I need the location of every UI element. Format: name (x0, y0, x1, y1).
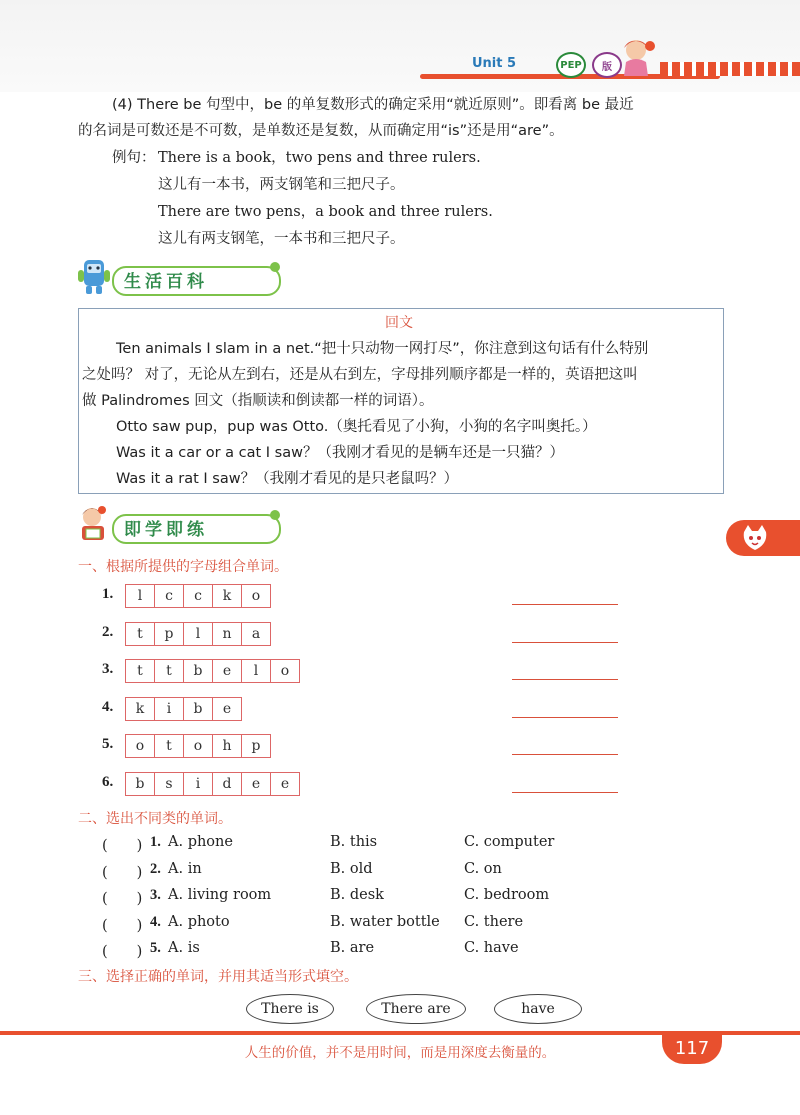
huiwen-line: Otto saw pup，pup was Otto.（奥托看见了小狗，小狗的名字叫奥托。） (116, 419, 597, 435)
letter-cell: c (154, 584, 184, 608)
letter-cell: h (212, 734, 242, 758)
letter-grid (126, 584, 271, 608)
option-b: B. old (330, 860, 373, 877)
huiwen-line: Was it a rat I saw？（我刚才看见的是只老鼠吗？） (116, 471, 459, 487)
letter-grid (126, 697, 242, 721)
question-number: 4. (150, 913, 161, 930)
letter-grid (126, 772, 300, 796)
ex2-heading: 二、选出不同类的单词。 (78, 811, 232, 827)
option-a: A. photo (168, 913, 230, 930)
huiwen-line: 做 Palindromes 回文（指顺读和倒读都一样的词语）。 (82, 393, 434, 409)
letter-cell: n (212, 622, 242, 646)
letter-cell: k (125, 697, 155, 721)
option-c: C. bedroom (464, 887, 550, 903)
letter-cell: e (212, 697, 242, 721)
option-b: B. this (330, 834, 378, 850)
example-cn-1: 这儿有一本书，两支钢笔和三把尺子。 (158, 177, 405, 193)
option-a: A. living room (168, 887, 272, 903)
huiwen-line: 之处吗？ 对了，无论从左到右，还是从右到左，字母排列顺序都是一样的，英语把这叫 (82, 367, 638, 383)
letter-cell: k (212, 584, 242, 608)
banner-dot (270, 510, 280, 520)
option-c: C. there (464, 913, 524, 930)
robot-phone-icon (72, 256, 116, 296)
footer-quote: 人生的价值，并不是用时间，而是用深度去衡量的。 (244, 1045, 556, 1061)
option-c: C. computer (464, 834, 555, 850)
section-practice-banner (72, 512, 292, 542)
letter-cell: t (154, 734, 184, 758)
question-number: 2. (150, 860, 161, 877)
letter-cell: c (183, 584, 213, 608)
letter-cell: l (125, 584, 155, 608)
huiwen-line: Was it a car or a cat I saw？（我刚才看见的是辆车还是一只猫？） (116, 445, 564, 461)
ex1-heading: 一、根据所提供的字母组合单词。 (78, 559, 288, 575)
letter-cell: o (241, 584, 271, 608)
option-b: B. water bottle (330, 913, 440, 930)
letter-grid (126, 734, 271, 758)
answer-paren[interactable]: ( ) (102, 917, 143, 934)
question-number: 6. (102, 773, 114, 790)
letter-cell: a (241, 622, 271, 646)
letter-cell: b (183, 697, 213, 721)
answer-paren[interactable]: ( ) (102, 838, 143, 854)
letter-cell: t (125, 622, 155, 646)
option-a: A. is (168, 940, 200, 956)
page-number: 117 (662, 1032, 722, 1064)
edition-badge: 版 (592, 52, 622, 78)
word-option-have: have (494, 994, 582, 1024)
option-b: B. desk (330, 887, 384, 903)
option-a: A. phone (168, 834, 233, 850)
unit-label: Unit 5 (472, 56, 517, 71)
side-tab (726, 520, 800, 556)
letter-cell: e (270, 772, 300, 796)
letter-cell: o (125, 734, 155, 758)
pep-badge: PEP (556, 52, 586, 78)
letter-cell: p (154, 622, 184, 646)
answer-blank[interactable] (512, 754, 618, 755)
letter-cell: e (212, 659, 242, 683)
letter-cell: p (241, 734, 271, 758)
banner-dot (270, 262, 280, 272)
option-c: C. have (464, 940, 519, 956)
letter-cell: t (125, 659, 155, 683)
example-cn-2: 这儿有两支钢笔，一本书和三把尺子。 (158, 231, 405, 247)
huiwen-title: 回文 (385, 315, 413, 331)
question-number: 1. (150, 834, 161, 850)
option-b: B. are (330, 940, 375, 956)
answer-blank[interactable] (512, 604, 618, 605)
answer-blank[interactable] (512, 642, 618, 643)
example-label: 例句： (112, 150, 156, 166)
letter-cell: b (183, 659, 213, 683)
huiwen-line: Ten animals I slam in a net.“把十只动物一网打尽”，你注意到这句话有什么特别 (116, 341, 649, 357)
answer-paren[interactable]: ( ) (102, 891, 143, 907)
example-en-2: There are two pens，a book and three rulers. (158, 204, 493, 220)
answer-blank[interactable] (512, 679, 618, 680)
letter-cell: d (212, 772, 242, 796)
answer-blank[interactable] (512, 717, 618, 718)
question-number: 1. (102, 586, 114, 602)
answer-blank[interactable] (512, 792, 618, 793)
letter-cell: l (183, 622, 213, 646)
question-number: 3. (102, 661, 114, 677)
letter-cell: o (183, 734, 213, 758)
example-en-1: There is a book，two pens and three rulers. (158, 150, 481, 166)
question-number: 5. (150, 940, 161, 956)
letter-cell: i (154, 697, 184, 721)
question-number: 3. (150, 887, 161, 903)
word-option-there-are: There are (366, 994, 466, 1024)
option-c: C. on (464, 860, 502, 877)
word-option-there-is: There is (246, 994, 334, 1024)
rule-line-1: (4) There be 句型中，be 的单复数形式的确定采用“就近原则”。即看离 be 最近 (112, 97, 634, 113)
girl-reading-icon (72, 504, 116, 544)
letter-cell: s (154, 772, 184, 796)
cat-mascot-icon (740, 524, 770, 552)
section-practice-title: 即学即练 (124, 520, 208, 540)
letter-cell: l (241, 659, 271, 683)
header-pattern (660, 62, 800, 76)
answer-paren[interactable]: ( ) (102, 864, 143, 881)
question-number: 5. (102, 736, 114, 752)
rule-line-2: 的名词是可数还是不可数，是单数还是复数，从而确定用“is”还是用“are”。 (78, 123, 564, 139)
question-number: 2. (102, 623, 114, 640)
section-life-title: 生活百科 (124, 272, 208, 292)
section-life-banner (72, 264, 292, 294)
letter-grid (126, 659, 300, 683)
letter-grid (126, 622, 271, 646)
option-a: A. in (168, 860, 202, 877)
letter-cell: o (270, 659, 300, 683)
letter-cell: t (154, 659, 184, 683)
letter-cell: e (241, 772, 271, 796)
answer-paren[interactable]: ( ) (102, 944, 143, 960)
letter-cell: b (125, 772, 155, 796)
ex3-heading: 三、选择正确的单词，并用其适当形式填空。 (78, 969, 358, 985)
question-number: 4. (102, 698, 114, 715)
letter-cell: i (183, 772, 213, 796)
mascot-girl-icon (614, 36, 660, 78)
